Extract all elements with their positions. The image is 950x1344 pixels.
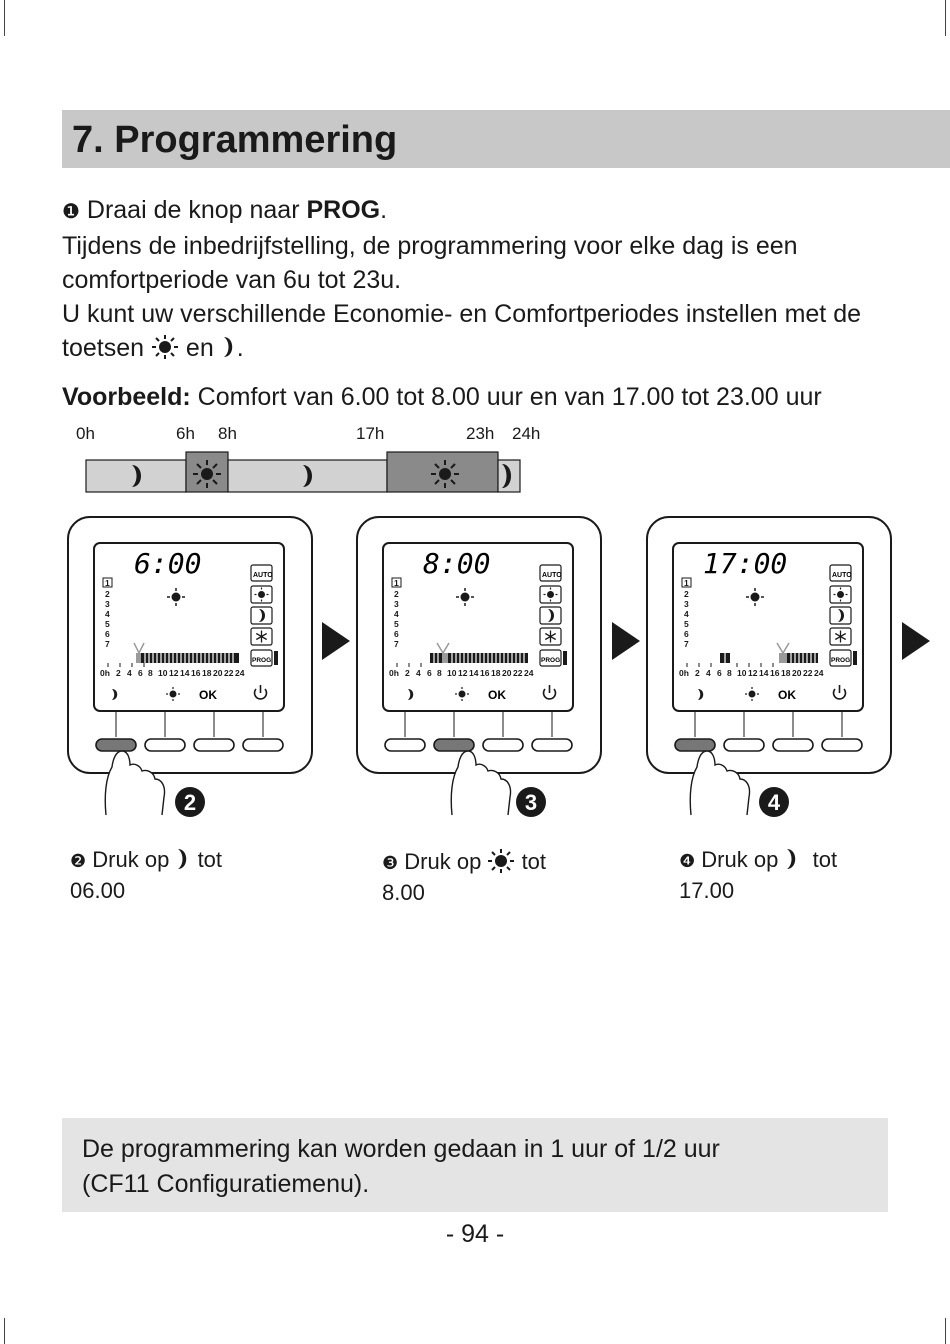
thermostat-illustration [645, 515, 895, 825]
hour-label: 4 [127, 668, 132, 678]
day-label: 3 [394, 599, 399, 609]
note-text [82, 1132, 720, 1202]
hour-label: 18 [491, 668, 501, 678]
punctuation: . [236, 334, 244, 362]
step-bullet: ❷ [70, 851, 87, 871]
hour-label: 10 [158, 668, 168, 678]
sun-icon [487, 849, 515, 873]
crop-mark [945, 0, 946, 36]
hour-label: 24 [235, 668, 245, 678]
day-label: 7 [394, 639, 399, 649]
play-arrow-icon [610, 622, 642, 660]
and-word: en [185, 334, 214, 362]
hour-label: 24 [524, 668, 534, 678]
power-button[interactable] [532, 739, 572, 751]
tick-8h: 8h [218, 424, 237, 443]
schedule-timeline [60, 420, 580, 500]
day-label: 2 [105, 589, 110, 599]
sun-icon [151, 335, 179, 359]
day-label: 1 [684, 578, 689, 588]
play-arrow-icon [900, 622, 932, 660]
ok-button[interactable] [194, 739, 234, 751]
caption-text: tot [521, 849, 547, 874]
section-title: 7. Programmering [72, 119, 398, 161]
day-label: 6 [684, 629, 689, 639]
ok-button[interactable] [773, 739, 813, 751]
step-bullet: ❹ [679, 851, 696, 871]
caption-time: 06.00 [70, 878, 126, 903]
program-bars [141, 653, 239, 663]
day-label: 3 [684, 599, 689, 609]
hour-label: 22 [224, 668, 234, 678]
hour-label: 8 [148, 668, 153, 678]
hour-label: 8 [727, 668, 732, 678]
thermostat-step-3 [355, 515, 605, 830]
hour-label: 18 [202, 668, 212, 678]
hour-label: 0h [679, 668, 689, 678]
day-label: 5 [684, 619, 689, 629]
caption-text: Druk op [404, 849, 482, 874]
sun-button[interactable] [724, 739, 764, 751]
caption-text: Druk op [701, 847, 779, 872]
day-label: 5 [105, 619, 110, 629]
prog-keyword: PROG [306, 196, 381, 224]
intro-line-3 [62, 297, 922, 365]
intro-line-2: Tijdens de inbedrijfstelling, de programmering voor elke dag is een comfortperiode van 6u tot 23u. [62, 232, 798, 294]
caption-step-4 [679, 845, 837, 906]
moon-button[interactable] [385, 739, 425, 751]
prog-mode-label: PROG [541, 657, 561, 664]
auto-mode-label: AUTO [832, 572, 852, 579]
intro-text [62, 193, 922, 365]
moon-button[interactable] [96, 739, 136, 751]
ok-label: OK [488, 688, 506, 702]
hour-label: 4 [706, 668, 711, 678]
step-number: 4 [767, 790, 781, 815]
sun-icon [431, 460, 459, 488]
hour-label: 14 [469, 668, 479, 678]
caption-text: Druk op [92, 847, 170, 872]
hour-label: 16 [191, 668, 201, 678]
hour-label: 0h [100, 668, 110, 678]
day-label: 4 [394, 609, 399, 619]
hour-label: 4 [416, 668, 421, 678]
caption-text: tot [197, 847, 223, 872]
thermostat-illustration [66, 515, 316, 825]
auto-mode-label: AUTO [253, 572, 273, 579]
step-bullet: ❸ [382, 853, 399, 873]
hour-label: 14 [759, 668, 769, 678]
ok-label: OK [778, 688, 796, 702]
hour-label: 2 [695, 668, 700, 678]
hour-label: 20 [792, 668, 802, 678]
crop-mark [945, 1318, 946, 1344]
step-number: 2 [183, 790, 197, 815]
hour-label: 2 [405, 668, 410, 678]
hour-label: 22 [513, 668, 523, 678]
power-button[interactable] [243, 739, 283, 751]
tick-6h: 6h [176, 424, 195, 443]
prog-mode-label: PROG [831, 657, 851, 664]
day-label: 7 [105, 639, 110, 649]
page-number: - 94 - [445, 1220, 505, 1248]
tick-24h: 24h [512, 424, 541, 443]
power-button[interactable] [822, 739, 862, 751]
sun-button[interactable] [145, 739, 185, 751]
hour-label: 12 [458, 668, 468, 678]
day-label: 2 [394, 589, 399, 599]
example-label: Voorbeeld: [62, 383, 191, 411]
lcd-time: 17:00 [703, 547, 788, 580]
hour-label: 20 [213, 668, 223, 678]
example-line [62, 383, 822, 412]
day-label: 1 [105, 578, 110, 588]
play-arrow-icon [320, 622, 352, 660]
hour-label: 6 [138, 668, 143, 678]
intro-step-1 [62, 193, 922, 229]
moon-button[interactable] [675, 739, 715, 751]
prog-mode-label: PROG [252, 657, 272, 664]
hour-label: 12 [748, 668, 758, 678]
step-bullet: ❶ [62, 201, 80, 223]
hour-label: 0h [389, 668, 399, 678]
hour-label: 10 [447, 668, 457, 678]
sun-icon [193, 460, 221, 488]
moon-icon [221, 335, 237, 359]
crop-mark [4, 0, 5, 36]
day-label: 3 [105, 599, 110, 609]
day-label: 5 [394, 619, 399, 629]
note-line-1: De programmering kan worden gedaan in 1 uur of 1/2 uur [82, 1135, 720, 1163]
thermostat-step-4 [645, 515, 895, 830]
day-label: 4 [684, 609, 689, 619]
moon-icon [784, 848, 800, 870]
hour-label: 10 [737, 668, 747, 678]
moon-icon [175, 848, 191, 870]
punctuation: . [380, 196, 388, 224]
thermostat-step-2 [66, 515, 316, 830]
hour-label: 6 [717, 668, 722, 678]
hour-label: 18 [781, 668, 791, 678]
lcd-time: 8:00 [423, 547, 491, 580]
hour-label: 8 [437, 668, 442, 678]
hour-label: 14 [180, 668, 190, 678]
tick-0h: 0h [76, 424, 95, 443]
crop-mark [4, 1318, 5, 1344]
hour-label: 20 [502, 668, 512, 678]
ok-button[interactable] [483, 739, 523, 751]
section-header [62, 110, 950, 168]
caption-time: 17.00 [679, 878, 735, 903]
note-box [62, 1118, 888, 1212]
hour-label: 16 [480, 668, 490, 678]
caption-time: 8.00 [382, 880, 425, 905]
hour-label: 12 [169, 668, 179, 678]
hour-label: 22 [803, 668, 813, 678]
intro-step-1-text: Draai de knop naar [86, 196, 307, 224]
auto-mode-label: AUTO [542, 572, 562, 579]
note-line-2: (CF11 Configuratiemenu). [82, 1170, 370, 1198]
caption-step-3 [382, 847, 546, 908]
lcd-time: 6:00 [134, 547, 202, 580]
program-bars [430, 653, 528, 663]
ok-label: OK [199, 688, 217, 702]
day-label: 7 [684, 639, 689, 649]
hour-label: 16 [770, 668, 780, 678]
tick-17h: 17h [356, 424, 385, 443]
hour-label: 24 [814, 668, 824, 678]
day-label: 6 [394, 629, 399, 639]
day-label: 4 [105, 609, 110, 619]
example-text: Comfort van 6.00 tot 8.00 uur en van 17.00 tot 23.00 uur [197, 383, 822, 411]
day-label: 1 [394, 578, 399, 588]
tick-23h: 23h [466, 424, 495, 443]
segment-eco [86, 460, 186, 492]
step-number: 3 [524, 790, 538, 815]
sun-button[interactable] [434, 739, 474, 751]
day-label: 6 [105, 629, 110, 639]
intro-line-3-text: U kunt uw verschillende Economie- en Comfortperiodes instellen met de toetsen [62, 300, 861, 362]
thermostat-illustration [355, 515, 605, 825]
caption-step-2 [70, 845, 222, 906]
hour-label: 2 [116, 668, 121, 678]
day-label: 2 [684, 589, 689, 599]
caption-text: tot [812, 847, 838, 872]
hour-label: 6 [427, 668, 432, 678]
timeline-bar [60, 420, 580, 500]
